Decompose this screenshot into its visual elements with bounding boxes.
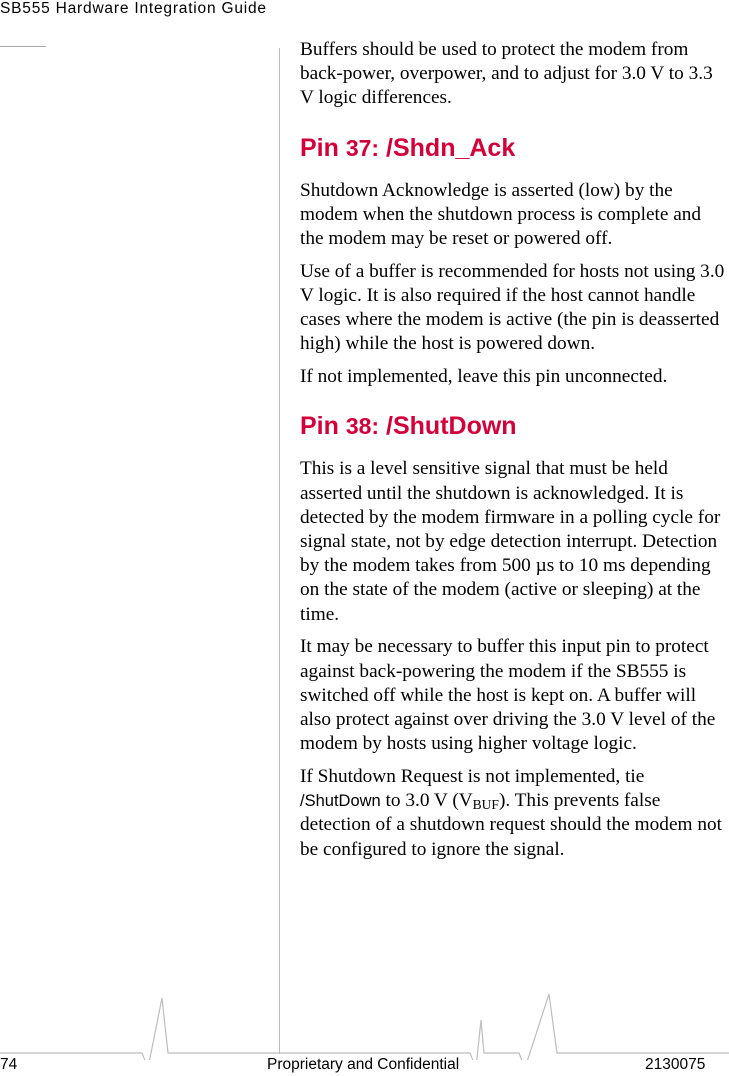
pin37-heading-prefix: Pin xyxy=(300,133,346,162)
pin38-heading-prefix: Pin xyxy=(300,412,346,441)
pin37-heading-name: /Shdn_Ack xyxy=(379,133,516,162)
body-text xyxy=(300,38,725,870)
header-rule xyxy=(0,46,46,47)
pin38-p3-text-c: ). This prevents false detection of a shutdown request should the modem not be configured to ignore the signal. xyxy=(300,790,722,860)
intro-paragraph: Buffers should be used to protect the modem from back-power, overpower, and to adjust for 3.0 V to 3.3 V logic differences. xyxy=(300,39,713,109)
footer-document-number: 2130075 xyxy=(645,1056,706,1073)
pin38-paragraph-3 xyxy=(300,765,725,862)
shutdown-signal-name: /ShutDown xyxy=(300,792,381,811)
footer-confidential: Proprietary and Confidential xyxy=(267,1056,460,1073)
vbuf-subscript: BUF xyxy=(472,797,499,813)
pin38-paragraph-2: It may be necessary to buffer this input pin to protect against back-powering the modem if the SB555 is switched off while the host is kept on. A buffer will also protect against over driving the 3.0 V level of the modem by hosts using higher voltage logic. xyxy=(300,636,716,755)
pin37-paragraph-1: Shutdown Acknowledge is asserted (low) by the modem when the shutdown process is complete and the modem may be reset or powered off. xyxy=(300,179,702,250)
pin38-heading xyxy=(300,411,725,441)
running-header: SB555 Hardware Integration Guide xyxy=(0,0,267,17)
pin38-heading-name: /ShutDown xyxy=(379,412,517,441)
pin38-heading-number: 38: xyxy=(345,413,380,440)
pin38-p3-text-b: to 3.0 V (V xyxy=(380,790,473,812)
footer-waveform-graphic xyxy=(0,990,729,1060)
pin38-p3-text-a: If Shutdown Request is not implemented, tie xyxy=(300,766,645,788)
footer-page-number: 74 xyxy=(0,1056,18,1073)
pin38-paragraph-1: This is a level sensitive signal that must be held asserted until the shutdown is acknowledged. It is detected by the modem firmware in a polling cycle for signal state, not by edge detection interrupt. Detection by the modem takes from 500 µs to 10 ms depending on the state of the modem (active or sleeping) at the time. xyxy=(300,458,721,625)
pin37-paragraph-2: Use of a buffer is recommended for hosts not using 3.0 V logic. It is also required if the host cannot handle cases where the modem is active (the pin is deasserted high) while the host is powered down. xyxy=(300,260,725,355)
pin37-heading xyxy=(300,133,725,163)
pin37-paragraph-3: If not implemented, leave this pin unconnected. xyxy=(300,366,668,388)
pin37-heading-number: 37: xyxy=(345,134,380,161)
margin-rule xyxy=(279,48,280,1054)
